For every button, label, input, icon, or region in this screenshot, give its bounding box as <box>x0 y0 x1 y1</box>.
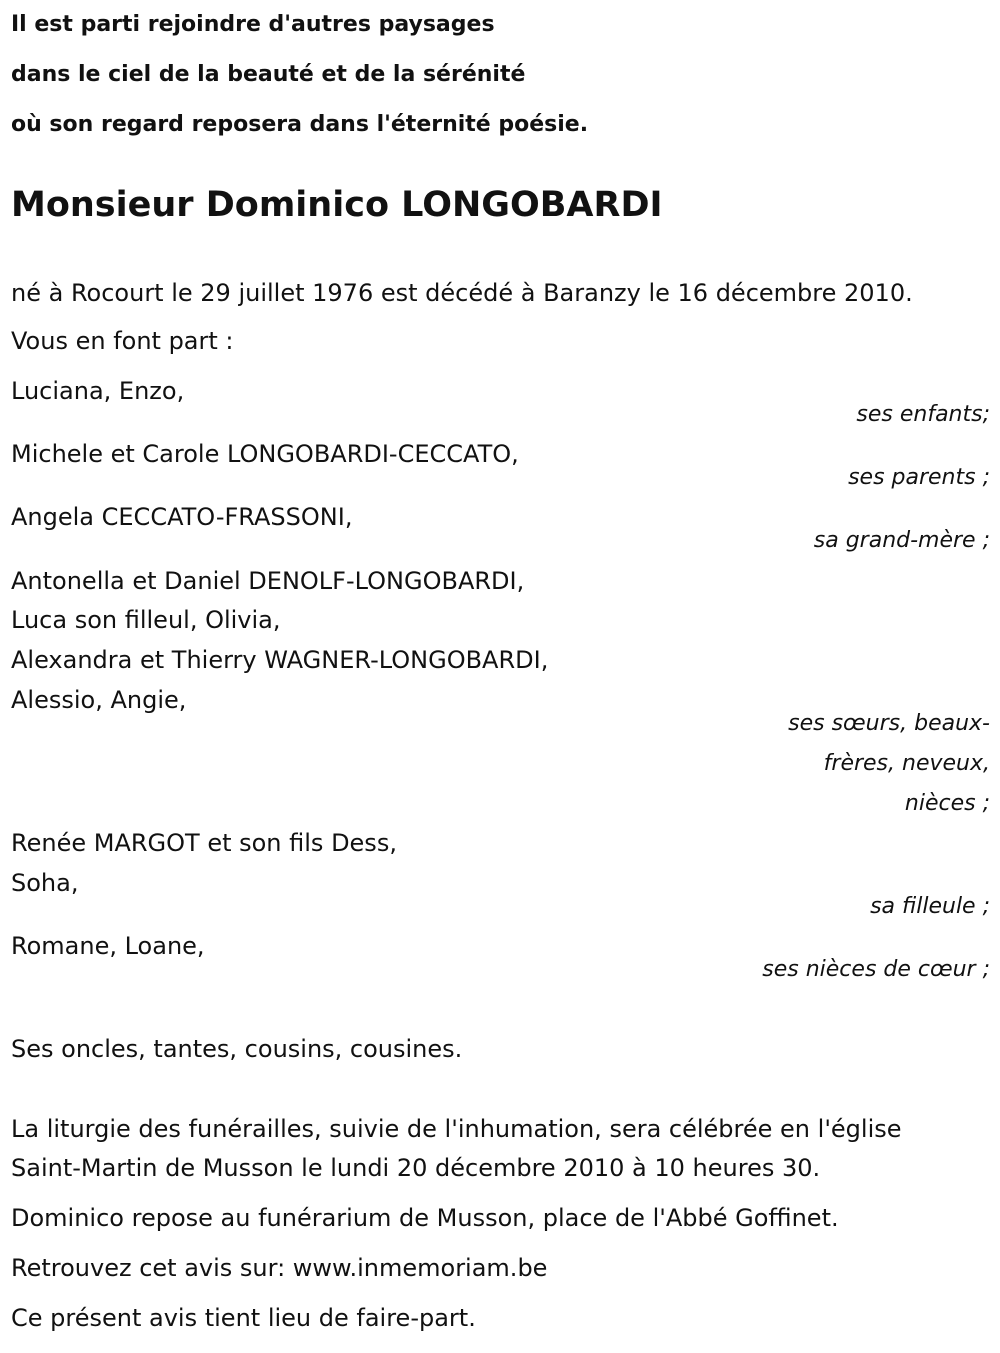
mourner-line: Angela CECCATO-FRASSONI, <box>11 503 353 531</box>
relation-label: ses sœurs, beaux-frères, neveux, nièces ; <box>788 711 990 816</box>
funeral-line-1: La liturgie des funérailles, suivie de l'inhumation, sera célébrée en l'église <box>11 1115 902 1143</box>
relation-label: sa grand-mère ; <box>813 528 990 553</box>
extended-family: Ses oncles, tantes, cousins, cousines. <box>11 1035 463 1063</box>
funeral-line-2: Saint-Martin de Musson le lundi 20 décembre 2010 à 10 heures 30. <box>11 1154 821 1182</box>
mourner-line: Luciana, Enzo, <box>11 377 185 405</box>
poem-line-1: Il est parti rejoindre d'autres paysages <box>11 12 495 37</box>
rest-place: Dominico repose au funérarium de Musson, place de l'Abbé Goffinet. <box>11 1204 839 1232</box>
mourner-line: Michele et Carole LONGOBARDI-CECCATO, <box>11 440 519 468</box>
mourner-line: Soha, <box>11 869 79 897</box>
mourner-line: Romane, Loane, <box>11 932 205 960</box>
mourner-line: Luca son filleul, Olivia, <box>11 606 281 634</box>
relation-label: ses nièces de cœur ; <box>762 957 990 982</box>
birth-death-line: né à Rocourt le 29 juillet 1976 est décédé à Baranzy le 16 décembre 2010. <box>11 279 913 307</box>
poem-line-3: où son regard reposera dans l'éternité poésie. <box>11 112 589 137</box>
closing-note: Ce présent avis tient lieu de faire-part. <box>11 1304 476 1332</box>
relation-label: ses parents ; <box>848 465 990 490</box>
announcement-intro: Vous en font part : <box>11 327 234 355</box>
relation-label: sa filleule ; <box>870 894 990 919</box>
mourner-line: Antonella et Daniel DENOLF-LONGOBARDI, <box>11 567 525 595</box>
relation-label: ses enfants; <box>856 402 990 427</box>
mourner-line: Alessio, Angie, <box>11 686 187 714</box>
mourner-line: Renée MARGOT et son fils Dess, <box>11 829 397 857</box>
website-notice: Retrouvez cet avis sur: www.inmemoriam.be <box>11 1254 548 1282</box>
mourner-line: Alexandra et Thierry WAGNER-LONGOBARDI, <box>11 646 549 674</box>
deceased-name: Monsieur Dominico LONGOBARDI <box>11 185 663 225</box>
poem-line-2: dans le ciel de la beauté et de la sérénité <box>11 62 526 87</box>
